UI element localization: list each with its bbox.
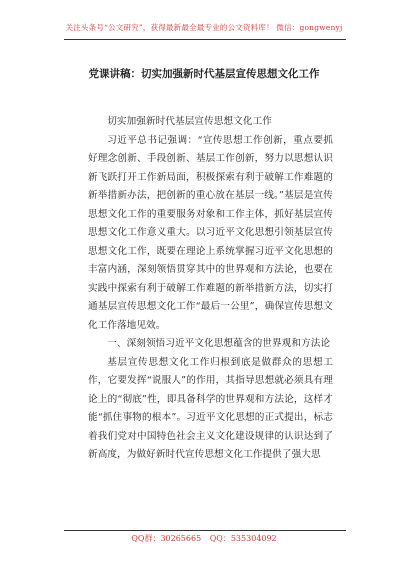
document-body: [88, 113, 333, 465]
footer-divider: [64, 530, 346, 531]
header-divider: [64, 39, 346, 40]
body-paragraph: 基层宣传思想文化工作归根到底是做群众的思想工作，它要发挥“说服人”的作用，其指导思想就必须具有理论上的“彻底”性，即具备科学的世界观和方法论，这样才能“抓住事物的根本”。习近平文化思想的正式提出，标志着我们党对中国特色社会主义文化建设规律的认识达到了新高度，为做好新时代宣传思想文化工作提供了强大思: [88, 356, 333, 460]
footer-qq: QQ：535304092: [209, 534, 277, 543]
section-heading: 一、深刻领悟习近平文化思想蕴含的世界观和方法论: [107, 338, 331, 349]
body-paragraph: 习近平总书记强调：“宣传思想工作创新，重点要抓好理念创新、手段创新、基层工作创新，努力以思想认识新飞跃打开工作新局面，积极探索有利于破解工作难题的新举措新办法，把创新的重心放在基层一线。”基层是宣传思想文化工作的重要服务对象和工作主体，抓好基层宣传思想文化工作意义重大。以习近平文化思想引领基层宣传思想文化工作，既要在理论上系统掌握习近平文化思想的丰富内涵，深刻领悟贯穿其中的世界观和方法论，也要在实践中探索有利于破解工作难题的新举措新方法，切实打通基层宣传思想文化工作“最后一公里”，确保宣传思想文化工作落地见效。: [88, 134, 333, 331]
footer-contact: [0, 533, 408, 544]
footer-qq-group: QQ群：30265665: [131, 534, 202, 543]
header-banner: 关注头条号“公文研究”，获得最新最全最专业的公文资料库！ 微信：gongwenyj: [65, 23, 343, 32]
document-title: 党课讲稿：切实加强新时代基层宣传思想文化工作: [88, 68, 320, 80]
body-subtitle: 切实加强新时代基层宣传思想文化工作: [107, 116, 272, 127]
